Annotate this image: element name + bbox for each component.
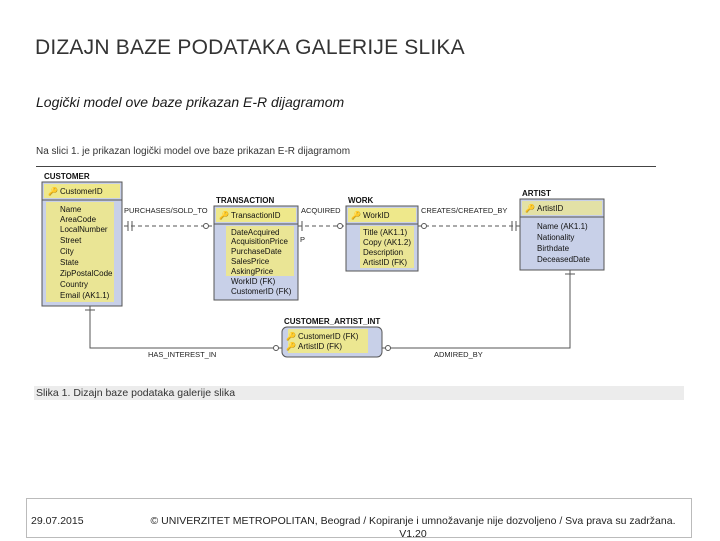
footer bbox=[26, 498, 692, 538]
transaction-attr: SalesPrice bbox=[231, 257, 270, 266]
rel-has-interest-label: HAS_INTEREST_IN bbox=[148, 350, 217, 359]
transaction-key: TransactionID bbox=[231, 211, 281, 220]
footer-copyright: © UNIVERZITET METROPOLITAN, Beograd / Kopiranje i umnožavanje nije dozvoljeno / Sva prava su zadržana. V1.20 bbox=[150, 515, 676, 540]
rel-acquired-label: ACQUIRED bbox=[301, 206, 341, 215]
customer-attr: ZipPostalCode bbox=[60, 269, 113, 278]
transaction-attr: PurchaseDate bbox=[231, 247, 282, 256]
entity-work bbox=[346, 196, 418, 271]
entity-customer-artist-int bbox=[282, 317, 382, 357]
customer-attr: City bbox=[60, 247, 74, 256]
work-attr: Description bbox=[363, 248, 404, 257]
entity-transaction bbox=[214, 196, 298, 300]
slide-subtitle: Logički model ove baze prikazan E-R dijagramom bbox=[36, 94, 345, 110]
transaction-attr: AcquisitionPrice bbox=[231, 237, 288, 246]
entity-customer-name: CUSTOMER bbox=[44, 172, 90, 181]
rel-purchases-label: PURCHASES/SOLD_TO bbox=[124, 206, 208, 215]
key-icon: 🔑 bbox=[286, 332, 296, 341]
customer-attr: Country bbox=[60, 280, 89, 289]
intro-text: Na slici 1. je prikazan logički model ove baze prikazan E-R dijagramom bbox=[36, 146, 351, 157]
customer-key: CustomerID bbox=[60, 187, 103, 196]
footer-date: 29.07.2015 bbox=[31, 515, 84, 527]
entity-customer bbox=[42, 172, 122, 306]
admired-by-line bbox=[382, 270, 570, 348]
transaction-attr: DateAcquired bbox=[231, 228, 280, 237]
key-icon: 🔑 bbox=[286, 342, 296, 351]
customer-attr: State bbox=[60, 258, 79, 267]
artist-key: ArtistID bbox=[537, 204, 564, 213]
key-icon: 🔑 bbox=[219, 211, 229, 220]
transaction-attr: AskingPrice bbox=[231, 267, 274, 276]
entity-artist-name: ARTIST bbox=[522, 189, 551, 198]
int-key: CustomerID (FK) bbox=[298, 332, 359, 341]
key-icon: 🔑 bbox=[525, 204, 535, 213]
work-attr: Title (AK1.1) bbox=[363, 228, 408, 237]
customer-attr: Name bbox=[60, 205, 82, 214]
customer-attr: Street bbox=[60, 236, 82, 245]
work-key: WorkID bbox=[363, 211, 390, 220]
has-interest-line bbox=[90, 306, 282, 348]
customer-attr: AreaCode bbox=[60, 215, 97, 224]
entity-customer-artist-int-name: CUSTOMER_ARTIST_INT bbox=[284, 317, 381, 326]
rel-creates-label: CREATES/CREATED_BY bbox=[421, 206, 508, 215]
artist-attr: Birthdate bbox=[537, 244, 570, 253]
artist-attr: Nationality bbox=[537, 233, 575, 242]
customer-attr: Email (AK1.1) bbox=[60, 291, 110, 300]
transaction-attr: WorkID (FK) bbox=[231, 277, 276, 286]
key-icon: 🔑 bbox=[351, 211, 361, 220]
entity-artist bbox=[520, 189, 604, 270]
artist-attr: DeceasedDate bbox=[537, 255, 590, 264]
customer-attr: LocalNumber bbox=[60, 225, 108, 234]
entity-transaction-name: TRANSACTION bbox=[216, 196, 275, 205]
transaction-attr: CustomerID (FK) bbox=[231, 287, 292, 296]
work-attr: Copy (AK1.2) bbox=[363, 238, 412, 247]
artist-attr: Name (AK1.1) bbox=[537, 222, 588, 231]
rel-admired-by-label: ADMIRED_BY bbox=[434, 350, 483, 359]
int-key: ArtistID (FK) bbox=[298, 342, 342, 351]
key-icon: 🔑 bbox=[48, 187, 58, 196]
figure-caption: Slika 1. Dizajn baze podataka galerije slika bbox=[36, 387, 236, 399]
rel-p-marker: P bbox=[300, 235, 306, 244]
entity-work-name: WORK bbox=[348, 196, 374, 205]
slide-title: DIZAJN BAZE PODATAKA GALERIJE SLIKA bbox=[35, 36, 465, 59]
work-attr: ArtistID (FK) bbox=[363, 258, 407, 267]
